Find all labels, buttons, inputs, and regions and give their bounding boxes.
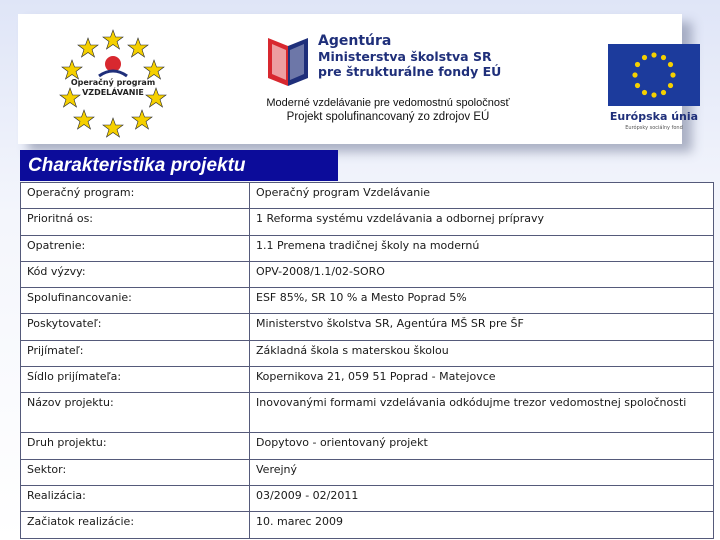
table-row xyxy=(21,209,714,235)
row-value: OPV-2008/1.1/02-SORO xyxy=(250,261,714,287)
eu-flag-icon xyxy=(608,44,700,106)
table-row xyxy=(21,367,714,393)
row-label: Spolufinancovanie: xyxy=(21,288,250,314)
row-value: ESF 85%, SR 10 % a Mesto Poprad 5% xyxy=(250,288,714,314)
op-logo-line1: Operačný program xyxy=(70,78,156,87)
op-vzdelavanie-logo xyxy=(58,28,168,138)
row-value: Operačný program Vzdelávanie xyxy=(250,183,714,209)
table-row xyxy=(21,393,714,433)
row-value: 10. marec 2009 xyxy=(250,512,714,538)
row-label: Sídlo prijímateľa: xyxy=(21,367,250,393)
row-label: Realizácia: xyxy=(21,485,250,511)
row-value: Základná škola s materskou školou xyxy=(250,340,714,366)
table-row xyxy=(21,183,714,209)
row-value: Kopernikova 21, 059 51 Poprad - Matejovce xyxy=(250,367,714,393)
eu-label: Európska únia xyxy=(609,110,699,123)
row-label: Prioritná os: xyxy=(21,209,250,235)
table-row xyxy=(21,459,714,485)
row-value: 03/2009 - 02/2011 xyxy=(250,485,714,511)
eu-logo xyxy=(604,44,704,142)
tagline xyxy=(228,96,548,124)
row-label: Druh projektu: xyxy=(21,433,250,459)
header-banner xyxy=(18,14,699,144)
op-logo-line2: VZDELÁVANIE xyxy=(82,88,144,97)
agency-text xyxy=(318,34,501,79)
table-row xyxy=(21,314,714,340)
row-label: Poskytovateľ: xyxy=(21,314,250,340)
op-logo-text xyxy=(58,78,168,98)
table-row xyxy=(21,512,714,538)
table-row xyxy=(21,261,714,287)
row-label: Opatrenie: xyxy=(21,235,250,261)
row-value: 1 Reforma systému vzdelávania a odbornej prípravy xyxy=(250,209,714,235)
row-label: Prijímateľ: xyxy=(21,340,250,366)
table-row xyxy=(21,433,714,459)
table-row xyxy=(21,340,714,366)
row-label: Sektor: xyxy=(21,459,250,485)
row-label: Operačný program: xyxy=(21,183,250,209)
project-info-table xyxy=(20,182,714,539)
tagline-line1: Moderné vzdelávanie pre vedomostnú spoločnosť xyxy=(266,97,510,109)
table-row xyxy=(21,485,714,511)
row-label: Názov projektu: xyxy=(21,393,250,433)
row-value: 1.1 Premena tradičnej školy na modernú xyxy=(250,235,714,261)
row-value: Inovovanými formami vzdelávania odkódujme trezor vedomostnej spoločnosti xyxy=(250,393,714,433)
row-value: Verejný xyxy=(250,459,714,485)
row-value: Ministerstvo školstva SR, Agentúra MŠ SR pre ŠF xyxy=(250,314,714,340)
agency-title: Agentúra xyxy=(318,33,392,49)
row-label: Začiatok realizácie: xyxy=(21,512,250,538)
table-row xyxy=(21,235,714,261)
tagline-line2: Projekt spolufinancovaný zo zdrojov EÚ xyxy=(286,111,490,123)
agency-line2: Ministerstva školstva SR xyxy=(318,49,492,64)
eu-sublabel: Európsky sociálny fond xyxy=(625,125,683,131)
section-title: Charakteristika projektu xyxy=(20,150,338,181)
table-row xyxy=(21,288,714,314)
row-label: Kód výzvy: xyxy=(21,261,250,287)
agency-logo xyxy=(262,30,502,100)
agency-line3: pre štrukturálne fondy EÚ xyxy=(318,64,502,79)
book-icon xyxy=(262,30,314,90)
row-value: Dopytovo - orientovaný projekt xyxy=(250,433,714,459)
